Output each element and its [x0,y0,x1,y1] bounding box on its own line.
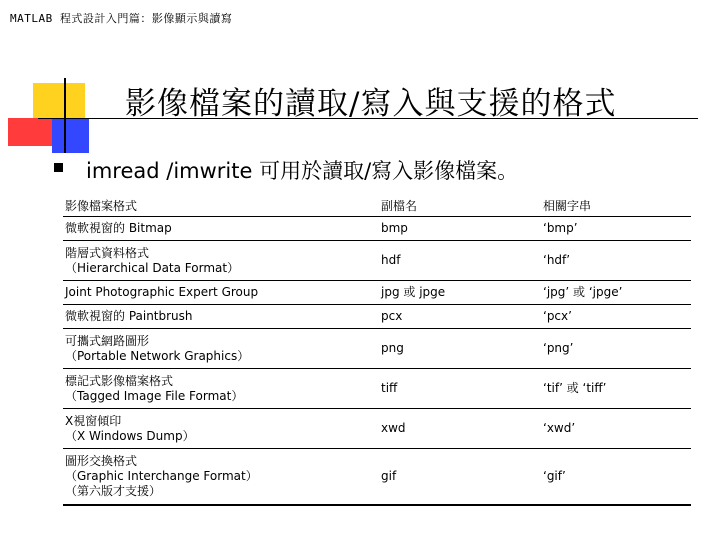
format-extension: tiff [379,369,541,409]
format-string: ‘png’ [541,329,691,369]
decor-vertical-line [64,78,66,153]
format-extension: jpg 或 jpge [379,281,541,305]
format-name: 圖形交換格式 （Graphic Interchange Format） （第六版才支援） [63,449,379,505]
format-name: 微軟視窗的 Bitmap [63,217,379,241]
decor-red-square [8,118,56,146]
slide-title: 影像檔案的讀取/寫入與支援的格式 [125,86,617,122]
format-extension: png [379,329,541,369]
format-name: 階層式資料格式 （Hierarchical Data Format） [63,241,379,281]
header-extension: 副檔名 [379,197,541,217]
decor-blue-square [52,118,89,153]
bullet-square-icon [54,163,63,172]
format-string: ‘bmp’ [541,217,691,241]
table-row [63,241,691,281]
format-string: ‘tif’ 或 ‘tiff’ [541,369,691,409]
format-extension: xwd [379,409,541,449]
format-extension: pcx [379,305,541,329]
table-row [63,369,691,409]
table-row [63,281,691,305]
formats-table [63,197,691,506]
format-name: 標記式影像檔案格式 （Tagged Image File Format） [63,369,379,409]
table-header-row [63,197,691,217]
format-name: X視窗傾印 （X Windows Dump） [63,409,379,449]
table-row [63,217,691,241]
header-format: 影像檔案格式 [63,197,379,217]
format-extension: gif [379,449,541,505]
format-string: ‘hdf’ [541,241,691,281]
format-string: ‘xwd’ [541,409,691,449]
table-row [63,409,691,449]
table-row [63,329,691,369]
format-name: Joint Photographic Expert Group [63,281,379,305]
table-row [63,449,691,505]
format-string: ‘gif’ [541,449,691,505]
format-extension: bmp [379,217,541,241]
format-name: 可攜式網路圖形 （Portable Network Graphics） [63,329,379,369]
format-extension: hdf [379,241,541,281]
format-string: ‘jpg’ 或 ‘jpge’ [541,281,691,305]
format-name: 微軟視窗的 Paintbrush [63,305,379,329]
bullet-text: imread /imwrite 可用於讀取/寫入影像檔案。 [86,159,519,183]
format-string: ‘pcx’ [541,305,691,329]
table-row [63,305,691,329]
header-caption: MATLAB 程式設計入門篇：影像顯示與讀寫 [10,12,233,25]
header-string: 相關字串 [541,197,691,217]
